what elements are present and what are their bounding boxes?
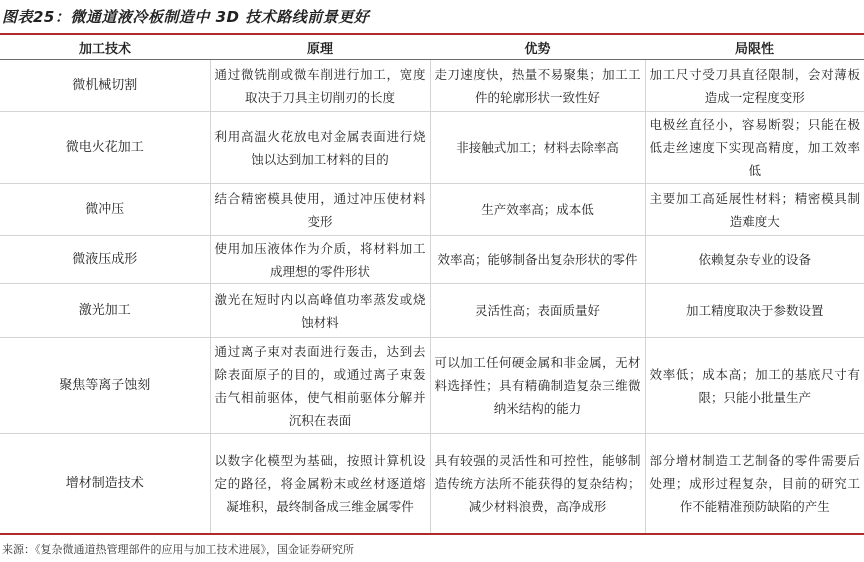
cell-advantage: 非接触式加工；材料去除率高 [430, 112, 645, 184]
cell-limitation: 电极丝直径小，容易断裂；只能在极低走丝速度下实现高精度，加工效率低 [645, 112, 864, 184]
cell-advantage: 生产效率高；成本低 [430, 184, 645, 236]
cell-principle: 通过离子束对表面进行轰击，达到去除表面原子的目的，或通过离子束轰击气相前驱体，使气相前驱体分解并沉积在表面 [210, 338, 430, 434]
cell-technique: 微电火花加工 [0, 112, 210, 184]
header-technique: 加工技术 [0, 34, 210, 60]
cell-limitation: 加工尺寸受刀具直径限制，会对薄板造成一定程度变形 [645, 60, 864, 112]
cell-technique: 微液压成形 [0, 236, 210, 284]
cell-technique: 增材制造技术 [0, 434, 210, 534]
table-row [0, 236, 864, 284]
table-header-row [0, 34, 864, 60]
header-principle: 原理 [210, 34, 430, 60]
figure-title: 图表25：微通道液冷板制造中 3D 技术路线前景更好 [2, 8, 370, 26]
comparison-table [0, 33, 864, 535]
cell-principle: 以数字化模型为基础，按照计算机设定的路径，将金属粉末或丝材逐道熔凝堆积，最终制备成三维金属零件 [210, 434, 430, 534]
header-advantage: 优势 [430, 34, 645, 60]
source-note: 来源：《复杂微通道热管理部件的应用与加工技术进展》，国金证券研究所 [2, 543, 354, 556]
cell-limitation: 效率低；成本高；加工的基底尺寸有限；只能小批量生产 [645, 338, 864, 434]
cell-principle: 利用高温火花放电对金属表面进行烧蚀以达到加工材料的目的 [210, 112, 430, 184]
cell-advantage: 可以加工任何硬金属和非金属，无材料选择性；具有精确制造复杂三维微纳米结构的能力 [430, 338, 645, 434]
cell-principle: 通过微铣削或微车削进行加工，宽度取决于刀具主切削刃的长度 [210, 60, 430, 112]
table-row [0, 60, 864, 112]
cell-advantage: 走刀速度快，热量不易聚集；加工工件的轮廓形状一致性好 [430, 60, 645, 112]
cell-principle: 激光在短时内以高峰值功率蒸发或烧蚀材料 [210, 284, 430, 338]
table-row [0, 184, 864, 236]
table-row [0, 112, 864, 184]
cell-technique: 聚焦等离子蚀刻 [0, 338, 210, 434]
cell-principle: 结合精密模具使用，通过冲压使材料变形 [210, 184, 430, 236]
cell-principle: 使用加压液体作为介质，将材料加工成理想的零件形状 [210, 236, 430, 284]
cell-technique: 激光加工 [0, 284, 210, 338]
cell-limitation: 依赖复杂专业的设备 [645, 236, 864, 284]
cell-advantage: 效率高；能够制备出复杂形状的零件 [430, 236, 645, 284]
table-row [0, 434, 864, 534]
cell-technique: 微机械切割 [0, 60, 210, 112]
table-row [0, 284, 864, 338]
header-limitation: 局限性 [645, 34, 864, 60]
table-row [0, 338, 864, 434]
cell-advantage: 具有较强的灵活性和可控性，能够制造传统方法所不能获得的复杂结构；减少材料浪费，高净成形 [430, 434, 645, 534]
cell-technique: 微冲压 [0, 184, 210, 236]
cell-advantage: 灵活性高；表面质量好 [430, 284, 645, 338]
cell-limitation: 主要加工高延展性材料；精密模具制造难度大 [645, 184, 864, 236]
cell-limitation: 加工精度取决于参数设置 [645, 284, 864, 338]
cell-limitation: 部分增材制造工艺制备的零件需要后处理；成形过程复杂，目前的研究工作不能精准预防缺陷的产生 [649, 452, 860, 514]
